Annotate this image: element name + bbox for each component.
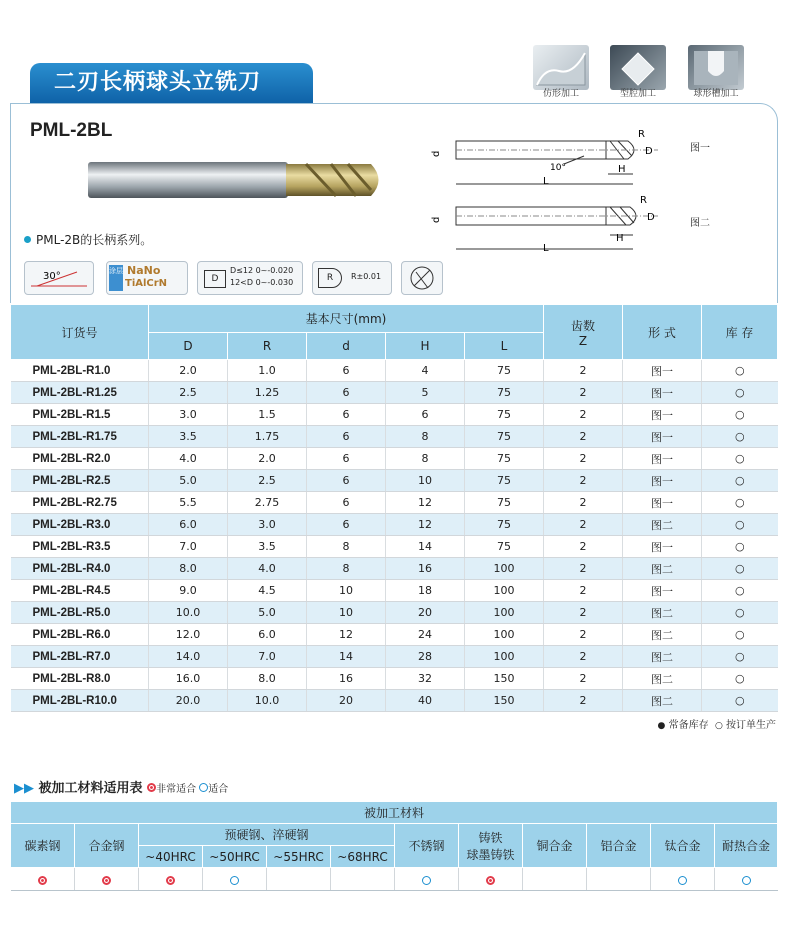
good-icon (199, 783, 208, 792)
table-cell: 2 (544, 536, 623, 558)
material-col: 铝合金 (587, 824, 651, 868)
table-cell: 2 (544, 404, 623, 426)
rating-cell (203, 868, 267, 891)
rating-cell (331, 868, 395, 891)
table-cell: 3.5 (149, 426, 228, 448)
table-cell: ○ (702, 492, 778, 514)
table-cell: 5 (386, 382, 465, 404)
application-label: 球形槽加工 (693, 89, 739, 99)
header-R: R (228, 333, 307, 360)
table-cell: PML-2BL-R1.0 (11, 360, 149, 382)
table-cell: PML-2BL-R1.25 (11, 382, 149, 404)
table-row (11, 580, 778, 602)
table-cell: ○ (702, 602, 778, 624)
table-cell: 24 (386, 624, 465, 646)
table-cell: 6.0 (228, 624, 307, 646)
section-arrow-icon: ▶▶ (14, 781, 34, 796)
dim-D: D (645, 146, 653, 157)
spec-table (10, 304, 778, 712)
coating-name-1: NaNo (127, 264, 161, 277)
table-cell: 2 (544, 580, 623, 602)
table-cell: 2 (544, 514, 623, 536)
table-cell: 图一 (623, 536, 702, 558)
table-cell: 2 (544, 624, 623, 646)
table-cell: 图一 (623, 470, 702, 492)
table-row (11, 426, 778, 448)
table-cell: 8 (307, 558, 386, 580)
helix-angle: 30° (43, 271, 61, 282)
table-cell: 20 (386, 602, 465, 624)
table-cell: 6 (307, 514, 386, 536)
table-row (11, 470, 778, 492)
table-cell: 2 (544, 426, 623, 448)
table-cell: 10 (307, 602, 386, 624)
table-cell: ○ (702, 624, 778, 646)
header-code: 订货号 (11, 305, 149, 360)
application-label: 仿形加工 (542, 89, 579, 99)
table-row (11, 690, 778, 712)
good-icon (742, 876, 751, 885)
table-cell: 5.0 (228, 602, 307, 624)
material-col: ~40HRC (139, 846, 203, 868)
table-cell: 100 (465, 558, 544, 580)
table-cell: 2.5 (228, 470, 307, 492)
table-cell: PML-2BL-R4.0 (11, 558, 149, 580)
table-cell: 7.0 (228, 646, 307, 668)
table-cell: 8 (386, 448, 465, 470)
table-cell: 75 (465, 382, 544, 404)
model-number: PML-2BL (30, 120, 113, 141)
spec-table-body (11, 360, 778, 712)
table-cell: ○ (702, 382, 778, 404)
table-cell: ○ (702, 404, 778, 426)
good-icon (422, 876, 431, 885)
table-cell: 12 (386, 514, 465, 536)
table-cell: 1.0 (228, 360, 307, 382)
good-icon (678, 876, 687, 885)
table-cell: 6 (307, 492, 386, 514)
dim-angle: 10° (550, 163, 566, 173)
table-cell: PML-2BL-R2.75 (11, 492, 149, 514)
header-d: d (307, 333, 386, 360)
materials-title (14, 777, 228, 796)
table-cell: 16.0 (149, 668, 228, 690)
table-cell: 16 (307, 668, 386, 690)
diameter-symbol: D (204, 270, 226, 288)
table-cell: 14.0 (149, 646, 228, 668)
material-col: 耐热合金 (715, 824, 778, 868)
materials-title-text: 被加工材料适用表 (38, 781, 143, 796)
table-cell: 40 (386, 690, 465, 712)
table-cell: ○ (702, 536, 778, 558)
cavity-machining-icon (610, 45, 666, 90)
rating-cell (651, 868, 715, 891)
table-cell: 2.5 (149, 382, 228, 404)
table-cell: 5.5 (149, 492, 228, 514)
very-good-icon (486, 876, 495, 885)
table-cell: 4.0 (149, 448, 228, 470)
coating-name-2: TiAlCrN (125, 278, 168, 289)
radius-tolerance-badge (312, 261, 392, 295)
table-cell: ○ (702, 448, 778, 470)
material-hardened-header: 预硬钢、淬硬钢 (139, 824, 395, 846)
table-cell: PML-2BL-R6.0 (11, 624, 149, 646)
table-cell: 2 (544, 360, 623, 382)
table-cell: 100 (465, 624, 544, 646)
page-title: 二刃长柄球头立铣刀 (30, 63, 313, 103)
table-cell: 图二 (623, 690, 702, 712)
table-cell: 10.0 (228, 690, 307, 712)
table-cell: 图一 (623, 492, 702, 514)
table-cell: 100 (465, 602, 544, 624)
drawing-figure-2 (428, 193, 668, 258)
table-cell: 100 (465, 646, 544, 668)
table-cell: 2 (544, 382, 623, 404)
material-col: ~50HRC (203, 846, 267, 868)
table-cell: PML-2BL-R1.5 (11, 404, 149, 426)
table-cell: 8.0 (228, 668, 307, 690)
table-cell: 10 (386, 470, 465, 492)
legend-very-good: 非常适合 (156, 784, 197, 795)
ball-end-icon (402, 262, 442, 294)
table-cell: 75 (465, 404, 544, 426)
table-row (11, 360, 778, 382)
table-cell: PML-2BL-R2.5 (11, 470, 149, 492)
stock-legend: ● 常备库存 ○ 按订单生产 (657, 720, 776, 731)
coating-tag: 涂层 (109, 265, 123, 291)
dim-R: R (638, 129, 645, 140)
material-col-cast-iron (459, 824, 523, 868)
rating-cell (459, 868, 523, 891)
table-cell: ○ (702, 558, 778, 580)
rating-cell (11, 868, 75, 891)
rating-cell (587, 868, 651, 891)
legend-order: 按订单生产 (726, 720, 776, 731)
table-cell: PML-2BL-R10.0 (11, 690, 149, 712)
dim-L: L (543, 176, 549, 187)
radius-tolerance: R±0.01 (351, 272, 382, 281)
rating-cell (267, 868, 331, 891)
table-cell: 2 (544, 492, 623, 514)
table-row (11, 624, 778, 646)
table-row (11, 492, 778, 514)
materials-group-header: 被加工材料 (11, 802, 778, 824)
table-cell: 图二 (623, 558, 702, 580)
material-col: 碳素钢 (11, 824, 75, 868)
table-cell: 32 (386, 668, 465, 690)
table-cell: 图一 (623, 426, 702, 448)
table-cell: 150 (465, 690, 544, 712)
table-cell: 2 (544, 448, 623, 470)
table-cell: 8 (386, 426, 465, 448)
diameter-tolerance-1: D≤12 0~-0.020 (230, 266, 294, 275)
table-row (11, 448, 778, 470)
copy-machining-icon (533, 45, 589, 90)
table-cell: 4.0 (228, 558, 307, 580)
table-cell: 6 (307, 426, 386, 448)
table-cell: ○ (702, 668, 778, 690)
cast-iron-1: 铸铁 (478, 830, 503, 845)
table-cell: ○ (702, 514, 778, 536)
table-row (11, 602, 778, 624)
table-cell: ○ (702, 426, 778, 448)
dim-R: R (640, 195, 647, 206)
table-cell: ○ (702, 690, 778, 712)
table-row (11, 536, 778, 558)
header-flutes-2: Z (578, 333, 588, 348)
good-icon (230, 876, 239, 885)
rating-cell (523, 868, 587, 891)
table-cell: 16 (386, 558, 465, 580)
table-row (11, 646, 778, 668)
table-cell: PML-2BL-R7.0 (11, 646, 149, 668)
table-cell: 2.0 (149, 360, 228, 382)
table-cell: 1.75 (228, 426, 307, 448)
table-cell: 6 (307, 404, 386, 426)
figure-2-label: 图二 (690, 218, 710, 229)
table-cell: PML-2BL-R1.75 (11, 426, 149, 448)
material-col: ~55HRC (267, 846, 331, 868)
material-col: 合金钢 (75, 824, 139, 868)
table-cell: 图二 (623, 514, 702, 536)
table-cell: 100 (465, 580, 544, 602)
table-cell: 6.0 (149, 514, 228, 536)
very-good-icon (38, 876, 47, 885)
header-L: L (465, 333, 544, 360)
header-H: H (386, 333, 465, 360)
very-good-icon (147, 783, 156, 792)
table-cell: ○ (702, 470, 778, 492)
material-col: 钛合金 (651, 824, 715, 868)
table-cell: PML-2BL-R4.5 (11, 580, 149, 602)
table-cell: 75 (465, 426, 544, 448)
material-col: 铜合金 (523, 824, 587, 868)
table-cell: 6 (307, 382, 386, 404)
dim-H: H (618, 164, 626, 175)
table-cell: 12 (386, 492, 465, 514)
materials-table (10, 801, 778, 891)
table-cell: 5.0 (149, 470, 228, 492)
table-cell: 1.25 (228, 382, 307, 404)
table-cell: 2 (544, 646, 623, 668)
table-cell: 图一 (623, 404, 702, 426)
table-cell: 2 (544, 690, 623, 712)
table-cell: 4 (386, 360, 465, 382)
table-cell: 3.5 (228, 536, 307, 558)
dim-H: H (616, 233, 624, 244)
table-cell: 75 (465, 536, 544, 558)
table-cell: 图一 (623, 382, 702, 404)
material-col: 不锈钢 (395, 824, 459, 868)
table-cell: 20 (307, 690, 386, 712)
table-cell: 14 (386, 536, 465, 558)
table-cell: 14 (307, 646, 386, 668)
table-cell: 12.0 (149, 624, 228, 646)
product-note-text: PML-2B的长柄系列。 (36, 233, 153, 247)
table-cell: PML-2BL-R3.0 (11, 514, 149, 536)
header-form: 形 式 (623, 305, 702, 360)
dim-D: D (647, 212, 655, 223)
table-cell: 150 (465, 668, 544, 690)
product-note (24, 231, 152, 248)
table-cell: 8 (307, 536, 386, 558)
table-cell: 2 (544, 470, 623, 492)
table-cell: PML-2BL-R3.5 (11, 536, 149, 558)
very-good-icon (102, 876, 111, 885)
table-cell: 75 (465, 514, 544, 536)
table-cell: PML-2BL-R8.0 (11, 668, 149, 690)
table-row (11, 558, 778, 580)
cast-iron-2: 球墨铸铁 (466, 847, 515, 862)
table-cell: ○ (702, 360, 778, 382)
ball-groove-icon (688, 45, 744, 90)
header-stock: 库 存 (702, 305, 778, 360)
material-col: ~68HRC (331, 846, 395, 868)
table-cell: 75 (465, 448, 544, 470)
header-basic-size: 基本尺寸(mm) (149, 305, 544, 333)
diameter-tolerance-2: 12<D 0~-0.030 (230, 278, 294, 287)
dim-d: d (431, 150, 442, 157)
table-cell: 10 (307, 580, 386, 602)
table-cell: 3.0 (149, 404, 228, 426)
table-cell: 20.0 (149, 690, 228, 712)
ball-end-badge (401, 261, 443, 295)
rating-cell (715, 868, 778, 891)
table-cell: 图一 (623, 448, 702, 470)
table-cell: 4.5 (228, 580, 307, 602)
table-row (11, 668, 778, 690)
end-mill-image (86, 150, 396, 210)
table-cell: 75 (465, 470, 544, 492)
table-cell: 12 (307, 624, 386, 646)
table-cell: 图二 (623, 668, 702, 690)
table-cell: 8.0 (149, 558, 228, 580)
table-cell: 2 (544, 558, 623, 580)
drawing-figure-1 (428, 128, 668, 190)
table-cell: 9.0 (149, 580, 228, 602)
header-flutes-1: 齿数 (570, 318, 595, 333)
table-cell: 图二 (623, 624, 702, 646)
table-cell: 2 (544, 668, 623, 690)
table-cell: 图一 (623, 360, 702, 382)
table-cell: 6 (307, 470, 386, 492)
dim-L: L (543, 243, 549, 254)
table-row (11, 382, 778, 404)
table-cell: 18 (386, 580, 465, 602)
legend-good: 适合 (208, 784, 229, 795)
rating-cell (75, 868, 139, 891)
header-D: D (149, 333, 228, 360)
materials-rating-row (11, 868, 778, 891)
application-label: 型腔加工 (619, 89, 656, 99)
figure-1-label: 图一 (690, 143, 710, 154)
table-cell: 图二 (623, 646, 702, 668)
rating-cell (139, 868, 203, 891)
header-flutes (544, 305, 623, 360)
table-cell: 28 (386, 646, 465, 668)
table-cell: 2.75 (228, 492, 307, 514)
table-cell: ○ (702, 580, 778, 602)
table-cell: 6 (307, 360, 386, 382)
dim-d: d (431, 216, 442, 223)
table-cell: 6 (386, 404, 465, 426)
very-good-icon (166, 876, 175, 885)
table-cell: 2 (544, 602, 623, 624)
rating-cell (395, 868, 459, 891)
table-row (11, 514, 778, 536)
table-cell: 2.0 (228, 448, 307, 470)
coating-badge (106, 261, 188, 295)
diameter-tolerance-badge (197, 261, 303, 295)
table-cell: 图二 (623, 602, 702, 624)
table-cell: 75 (465, 360, 544, 382)
table-cell: 1.5 (228, 404, 307, 426)
table-cell: 10.0 (149, 602, 228, 624)
table-cell: 3.0 (228, 514, 307, 536)
table-cell: PML-2BL-R2.0 (11, 448, 149, 470)
helix-angle-badge (24, 261, 94, 295)
table-cell: 6 (307, 448, 386, 470)
table-row (11, 404, 778, 426)
radius-symbol: R (318, 268, 342, 288)
table-cell: 75 (465, 492, 544, 514)
table-cell: ○ (702, 646, 778, 668)
table-cell: PML-2BL-R5.0 (11, 602, 149, 624)
table-cell: 图一 (623, 580, 702, 602)
table-cell: 7.0 (149, 536, 228, 558)
legend-stock: 常备库存 (668, 720, 709, 731)
